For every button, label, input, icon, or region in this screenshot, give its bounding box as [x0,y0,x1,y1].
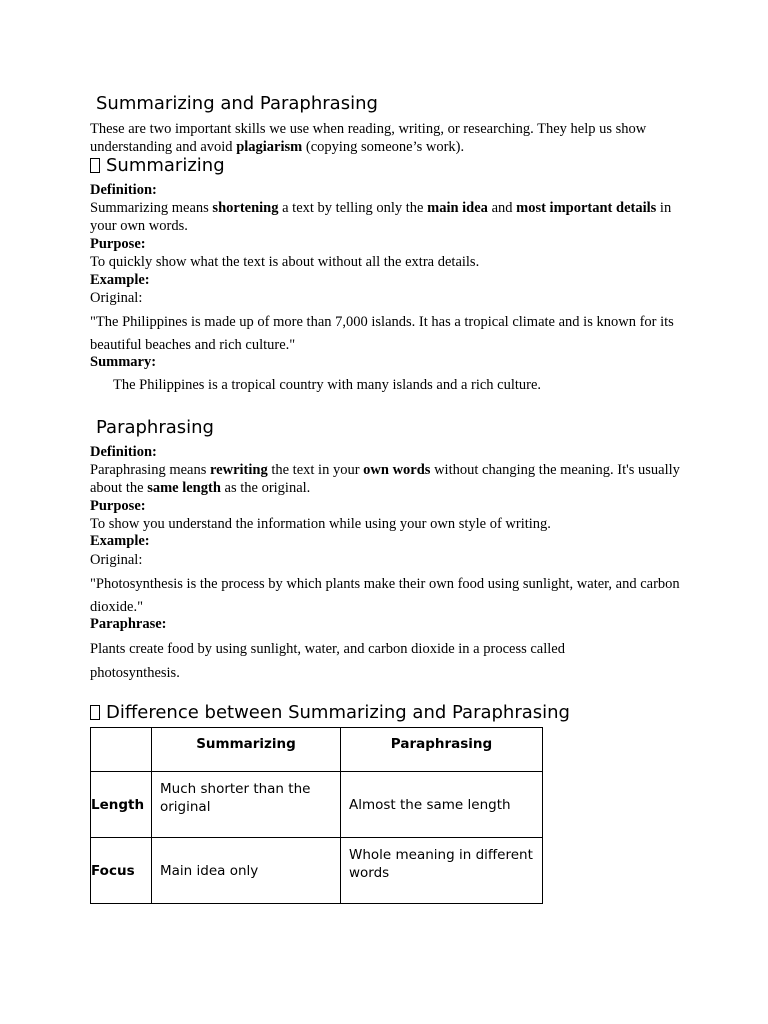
summarizing-original-text: "The Philippines is made up of more than 7,000 islands. It has a tropical climate and is known for its beautiful beaches and rich culture." [90,314,674,353]
table-header-cell [91,728,152,772]
table-header-cell: Summarizing [152,728,341,772]
paraphrasing-purpose-text: To show you understand the information while using your own style of writing. [90,516,551,532]
table-row [91,838,543,904]
paraphrasing-definition-text: Paraphrasing means rewriting the text in your own words without changing the meaning. It's usually about the same length as the original. [90,462,680,496]
missing-glyph-icon [90,158,100,173]
table-row [91,772,543,838]
table-header-cell: Paraphrasing [341,728,543,772]
summarizing-purpose-label: Purpose: [90,236,146,252]
paraphrasing-heading: Paraphrasing [96,417,214,438]
table-cell: Main idea only [152,838,341,904]
table-row-label: Focus [91,838,152,904]
table-cell: Almost the same length [341,772,543,838]
summarizing-purpose-text: To quickly show what the text is about without all the extra details. [90,254,480,270]
summary-text: The Philippines is a tropical country with many islands and a rich culture. [113,377,542,393]
paraphrasing-original-text: "Photosynthesis is the process by which plants make their own food using sunlight, water, and carbon dioxide." [90,576,680,615]
missing-glyph-icon [90,705,100,720]
paraphrasing-original-label: Original: [90,552,143,568]
intro-paragraph: These are two important skills we use when reading, writing, or researching. They help us show understanding and avoid plagiarism (copying someone’s work). [90,121,647,155]
summary-label: Summary: [90,354,157,370]
table-row-label: Length [91,772,152,838]
paraphrase-label: Paraphrase: [90,616,167,632]
summarizing-definition-label: Definition: [90,182,157,198]
paraphrasing-definition-label: Definition: [90,444,157,460]
difference-heading: Difference between Summarizing and Paraphrasing [90,702,570,723]
summarizing-definition-text: Summarizing means shortening a text by telling only the main idea and most important details in your own words. [90,200,672,234]
table-header-row [91,728,543,772]
difference-table [90,727,543,904]
table-cell: Whole meaning in different words [341,838,543,904]
document-title: Summarizing and Paraphrasing [96,93,378,114]
paraphrasing-purpose-label: Purpose: [90,498,146,514]
summarizing-original-label: Original: [90,290,143,306]
paraphrase-text: Plants create food by using sunlight, water, and carbon dioxide in a process called photosynthesis. [90,641,565,681]
paraphrasing-example-label: Example: [90,533,150,549]
table-cell: Much shorter than the original [152,772,341,838]
summarizing-heading: Summarizing [90,155,225,176]
summarizing-example-label: Example: [90,272,150,288]
